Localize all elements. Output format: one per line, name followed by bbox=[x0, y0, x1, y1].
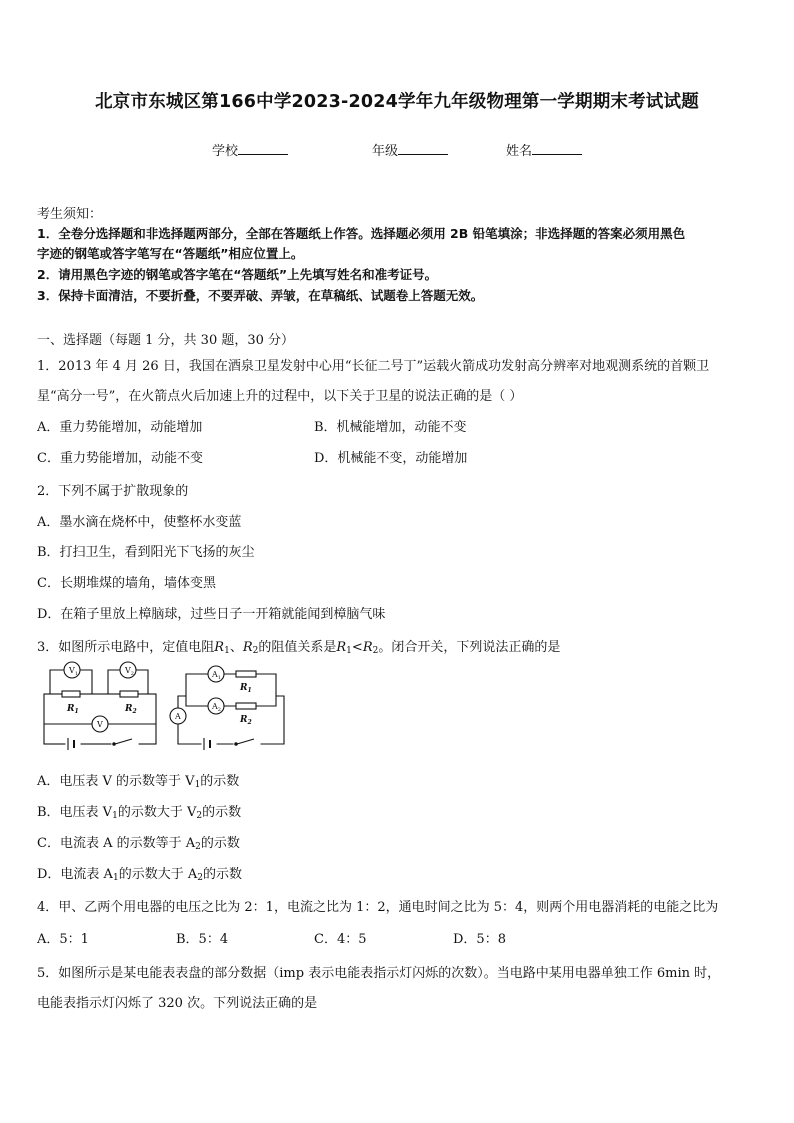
q3-b-mid: 的示数大于 V bbox=[117, 805, 197, 820]
svg-text:A1: $A_1$ bbox=[212, 670, 221, 681]
rel-r2-subscript: 2 bbox=[372, 646, 379, 656]
q3-option-a[interactable] bbox=[37, 770, 239, 790]
svg-text:R2: $R_2$ bbox=[240, 715, 252, 726]
right-r1-resistor bbox=[236, 671, 256, 677]
q3-d-post: 的示数 bbox=[202, 867, 242, 882]
q2-option-b[interactable]: B．打扫卫生，看到阳光下飞扬的灰尘 bbox=[37, 545, 255, 560]
student-info-fields bbox=[0, 140, 794, 159]
left-r2-resistor bbox=[120, 691, 138, 697]
q1-option-a[interactable]: A．重力势能增加，动能增加 bbox=[37, 420, 203, 435]
q3-a-text: A．电压表 V 的示数等于 V bbox=[37, 774, 195, 789]
q3-stem bbox=[37, 636, 560, 656]
q3-a-sub: 1 bbox=[194, 780, 201, 790]
q3-option-b[interactable] bbox=[37, 801, 241, 821]
svg-text:A: A bbox=[175, 712, 181, 721]
svg-text:V: V bbox=[97, 720, 103, 729]
notice-line-1b: 字迹的钢笔或答字笔写在“答题纸”相应位置上。 bbox=[37, 246, 304, 261]
svg-text:V1: $V_1$ bbox=[69, 666, 78, 677]
q4-stem: 4．甲、乙两个用电器的电压之比为 2：1，电流之比为 1：2，通电时间之比为 5：4，则两个用电器消耗的电能之比为 bbox=[37, 900, 719, 915]
rel-operator: < bbox=[351, 640, 363, 655]
q3-separator: 、 bbox=[229, 640, 243, 655]
q5-stem-b: 电能表指示灯闪烁了 320 次。下列说法正确的是 bbox=[37, 996, 318, 1011]
q3-c-sub: 2 bbox=[195, 842, 201, 852]
svg-text:R1: $R_1$ bbox=[240, 683, 252, 694]
q2-stem: 2．下列不属于扩散现象的 bbox=[37, 484, 189, 499]
q3-d-mid: 的示数大于 A bbox=[118, 867, 198, 882]
q3-stem-mid: 的阻值关系是 bbox=[258, 640, 337, 655]
svg-text:V2: $V_2$ bbox=[125, 666, 134, 677]
grade-field[interactable] bbox=[372, 140, 448, 159]
q4-option-d[interactable]: D．5：8 bbox=[453, 932, 506, 947]
q2-option-a[interactable]: A．墨水滴在烧杯中，使整杯水变蓝 bbox=[37, 515, 242, 530]
svg-text:A2: $A_2$ bbox=[212, 702, 221, 713]
q3-b-text: B．电压表 V bbox=[37, 805, 113, 820]
q1-stem-b: 星“高分一号”，在火箭点火后加速上升的过程中，以下关于卫星的说法正确的是（ ） bbox=[37, 389, 523, 404]
notice-line-1a: 1．全卷分选择题和非选择题两部分，全部在答题纸上作答。选择题必须用 2B 铅笔填涂；非选择题的答案必须用黑色 bbox=[37, 226, 686, 241]
name-label: 姓名 bbox=[506, 144, 533, 159]
q3-b-sub2: 2 bbox=[196, 811, 203, 821]
q1-option-b[interactable]: B．机械能增加，动能不变 bbox=[314, 420, 467, 435]
q5-stem-a: 5．如图所示是某电能表表盘的部分数据（imp 表示电能表指示灯闪烁的次数）。当电路中某用电器单独工作 6min 时， bbox=[37, 966, 721, 981]
svg-text:R2: $R_2$ bbox=[125, 704, 137, 715]
right-r2-resistor bbox=[236, 703, 256, 709]
q1-option-c[interactable]: C．重力势能增加，动能不变 bbox=[37, 451, 203, 466]
rel-r1-symbol: R bbox=[336, 640, 347, 655]
q1-option-d[interactable]: D．机械能不变，动能增加 bbox=[314, 451, 468, 466]
name-blank[interactable] bbox=[532, 142, 582, 155]
name-field[interactable] bbox=[506, 140, 582, 159]
r1-subscript: 1 bbox=[224, 646, 230, 656]
q1-stem-a: 1．2013 年 4 月 26 日，我国在酒泉卫星发射中心用“长征二号丁”运载火箭成功发射高分辨率对地观测系统的首颗卫 bbox=[37, 359, 710, 374]
grade-label: 年级 bbox=[372, 144, 399, 159]
q3-c-text: C．电流表 A 的示数等于 A bbox=[37, 836, 196, 851]
q4-option-c[interactable]: C．4：5 bbox=[314, 932, 367, 947]
q3-option-d[interactable] bbox=[37, 863, 242, 883]
rel-r2-symbol: R bbox=[362, 640, 373, 655]
circuit-diagrams bbox=[36, 656, 286, 752]
q3-d-sub1: 1 bbox=[112, 873, 119, 883]
grade-blank[interactable] bbox=[398, 142, 448, 155]
q3-stem-post: 。闭合开关，下列说法正确的是 bbox=[378, 640, 561, 655]
notice-line-2: 2．请用黑色字迹的钢笔或答字笔在“答题纸”上先填写姓名和准考证号。 bbox=[37, 267, 438, 282]
q3-stem-pre: 3．如图所示电路中，定值电阻 bbox=[37, 640, 215, 655]
q3-c-post: 的示数 bbox=[200, 836, 240, 851]
q3-b-sub1: 1 bbox=[112, 811, 118, 821]
r1-symbol: R bbox=[214, 640, 225, 655]
notice-line-3: 3．保持卡面清洁，不要折叠，不要弄破、弄皱，在草稿纸、试题卷上答题无效。 bbox=[37, 288, 484, 303]
q4-option-a[interactable]: A．5：1 bbox=[37, 932, 89, 947]
rel-r1-subscript: 1 bbox=[346, 646, 352, 656]
school-field[interactable] bbox=[212, 140, 288, 159]
r2-symbol: R bbox=[242, 640, 253, 655]
q4-option-b[interactable]: B．5：4 bbox=[176, 932, 229, 947]
page-title: 北京市东城区第166中学2023-2024学年九年级物理第一学期期末考试试题 bbox=[95, 92, 699, 112]
q3-option-c[interactable] bbox=[37, 832, 240, 852]
q3-a-post: 的示数 bbox=[200, 774, 240, 789]
notice-heading: 考生须知： bbox=[37, 207, 103, 222]
q2-option-d[interactable]: D．在箱子里放上樟脑球，过些日子一开箱就能闻到樟脑气味 bbox=[37, 607, 386, 622]
school-blank[interactable] bbox=[238, 142, 288, 155]
svg-text:R1: $R_1$ bbox=[67, 704, 79, 715]
school-label: 学校 bbox=[212, 144, 239, 159]
q3-d-sub2: 2 bbox=[197, 873, 203, 883]
q3-b-post: 的示数 bbox=[202, 805, 242, 820]
q3-circuit-figure bbox=[36, 656, 286, 752]
left-r1-resistor bbox=[62, 691, 80, 697]
r2-subscript: 2 bbox=[252, 646, 259, 656]
q3-d-text: D．电流表 A bbox=[37, 867, 113, 882]
section-heading: 一、选择题（每题 1 分，共 30 题，30 分） bbox=[37, 333, 295, 348]
q2-option-c[interactable]: C．长期堆煤的墙角，墙体变黑 bbox=[37, 576, 216, 591]
